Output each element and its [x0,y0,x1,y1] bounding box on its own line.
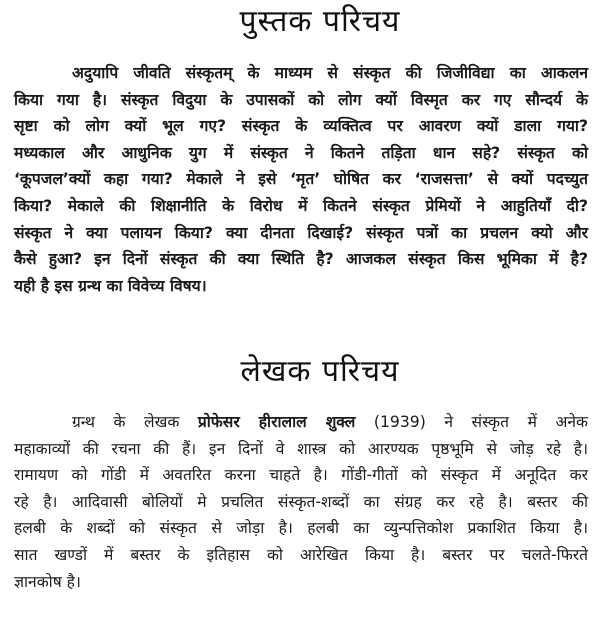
text-segment: (1939) ने संस्कृत में अनेक [355,413,588,431]
text-line: सृष्टा को लोग क्यों भूल गए? संस्कृत के व्यक्तित्व पर आवरण क्यों डाला गया? [14,117,588,136]
book-introduction-heading: पुस्तक परिचय [239,4,401,39]
text-line: रहे है। आदिवासी बोलियों मे प्रचलित संस्कृत-शब्दों का संग्रह कर रहे है। बस्तर की [14,492,588,511]
text-line: सात खण्डों में बस्तर के इतिहास को आरेखित किया है। बस्तर पर चलते-फिरते [14,545,588,564]
text-line: ज्ञानकोष है। [14,572,81,591]
text-line: कैसे हुआ? इन दिनों संस्कृत की क्या स्थिति है? आजकल संस्कृत किस भूमिका में है? [14,250,588,269]
author-name: प्रोफेसर हीरालाल शुक्ल [197,413,356,431]
text-line: मध्यकाल और आधुनिक युग में संस्कृत ने कितने तड़िता धान सहे? संस्कृत को [14,143,588,162]
book-introduction-paragraph [14,60,588,299]
text-segment: ग्रन्थ के लेखक [72,413,198,431]
text-line: अदुयापि जीवति संस्कृतम् के माध्यम से संस्कृत की जिजीविद्या का आकलन [72,64,588,82]
author-introduction-paragraph [14,409,588,595]
text-line: रामायण को गोंडी में अवतरित करना चाहते है। गोंडी-गीतों को संस्कृत में अनूदित कर [14,466,588,485]
text-line: ‘कूपजल’क्यों कहा गया? मेकाले ने इसे ‘मृत’ घोषित कर ‘राजसत्ता’ से क्यों पदच्युत [14,170,588,189]
text-line: महाकाव्यों की रचना की हैं। इन दिनों वे शास्त्र को आरण्यक पृष्ठभूमि से जोड़ रहे है। [14,439,588,458]
text-line: संस्कृत ने क्या पलायन किया? क्या दीनता दिखाई? संस्कृत पत्रों का प्रचलन क्यो और [14,223,588,242]
text-line: किया गया है। संस्कृत विदुया के उपासकों को लोग क्यों विस्मृत कर गए सौन्दर्य के [14,90,588,109]
text-line [14,409,588,436]
text-line: यही है इस ग्रन्थ का विवेच्य विषय। [14,276,207,295]
text-line: किया? मेकाले की शिक्षानीति के विरोध में कितने संस्कृत प्रेमियों ने आहुतियाँ दी? [14,196,588,215]
text-line: हलबी के शब्दों को संस्कृत से जोड़ा है। हलबी का व्युन्पत्तिकोश प्रकाशित किया है। [14,519,588,538]
author-introduction-heading: लेखक परिचय [240,354,400,389]
